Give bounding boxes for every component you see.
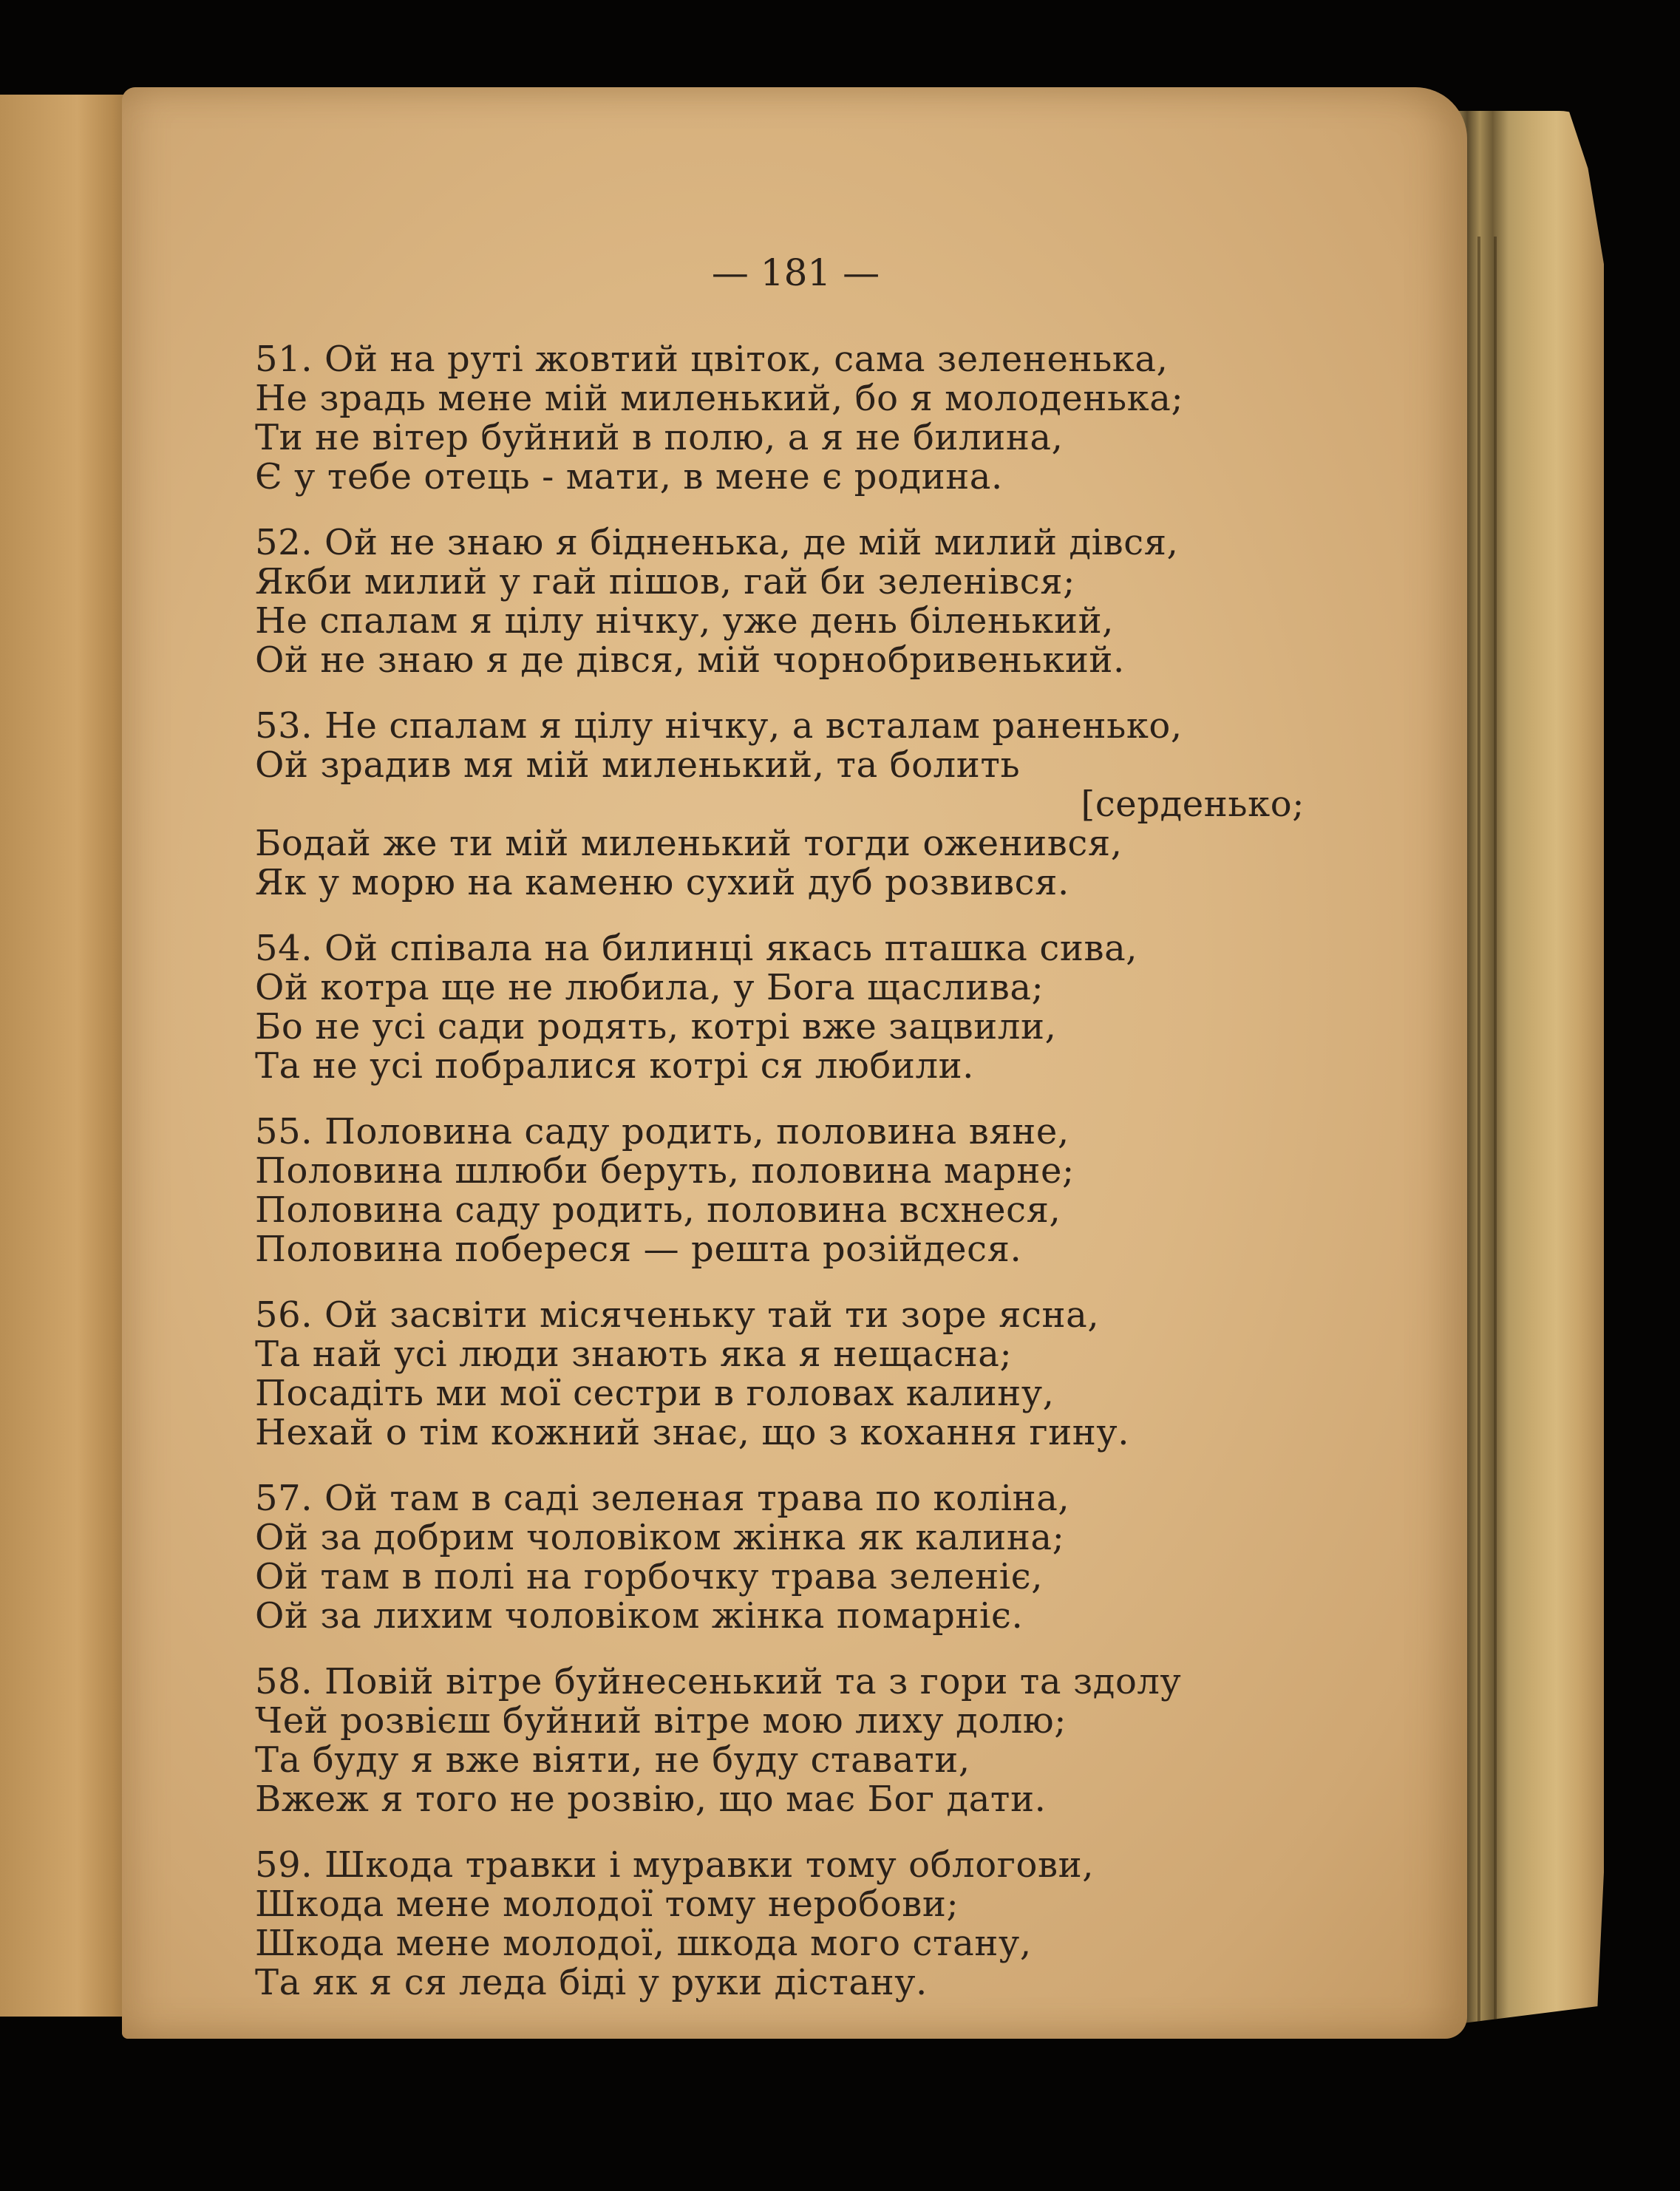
verse-line: Шкода мене молодої тому неробови;: [255, 1883, 959, 1925]
stanza-55: [255, 1113, 1305, 1269]
stanza-58: [255, 1662, 1305, 1819]
verse-line: Ой за лихим чоловіком жінка помарніє.: [255, 1595, 1024, 1637]
verse-line: Бодай же ти мій миленький тогди оженився,: [255, 823, 1123, 864]
verse-line: Ти не вітер буйний в полю, а я не билина,: [255, 417, 1064, 458]
verse-line: Та не усі побралися котрі ся любили.: [255, 1045, 975, 1087]
verse-line: Нехай о тім кожний знає, що з кохання гину.: [255, 1412, 1130, 1453]
verse-line: 55. Половина саду родить, половина вяне,: [255, 1111, 1069, 1152]
stanza-59: [255, 1846, 1305, 2003]
verse-line: Бо не усі сади родять, котрі вже зацвили,: [255, 1006, 1057, 1047]
verse-line: Якби милий у гай пішов, гай би зеленівся;: [255, 561, 1075, 602]
verse-line: 51. Ой на руті жовтий цвіток, сама зелененька,: [255, 339, 1169, 380]
stanza-51: [255, 340, 1305, 497]
stanza-57: [255, 1479, 1305, 1636]
poem-text: [255, 340, 1305, 2029]
verse-line: Посадіть ми мої сестри в головах калину,: [255, 1373, 1055, 1414]
verse-line: 54. Ой співала на билинці якась пташка сива,: [255, 928, 1138, 969]
verse-line: Вжеж я того не розвію, що має Бог дати.: [255, 1779, 1047, 1820]
verse-line: 58. Повій вітре буйнесенький та з гори та здолу: [255, 1661, 1182, 1702]
verse-line: Та най усі люди знають яка я нещасна;: [255, 1334, 1013, 1375]
verse-line: Ой там в полі на горбочку трава зеленіє,: [255, 1556, 1044, 1597]
verse-line: 53. Не спалам я цілу нічку, а всталам раненько,: [255, 705, 1183, 747]
page-number: [0, 251, 1680, 294]
verse-line-carryover: [серденько;: [1081, 784, 1305, 825]
verse-line: Ой за добрим чоловіком жінка як калина;: [255, 1517, 1065, 1558]
stanza-52: [255, 523, 1305, 680]
verse-line: Ой котра ще не любила, у Бога щаслива;: [255, 967, 1044, 1008]
verse-line: Половина побереся — решта розійдеся.: [255, 1229, 1022, 1270]
verse-line: Чей розвієш буйний вітре мою лиху долю;: [255, 1700, 1067, 1742]
verse-line: Як у морю на каменю сухий дуб розвився.: [255, 862, 1069, 903]
page-number-text: — 181 —: [711, 251, 880, 294]
stanza-53: [255, 707, 1305, 903]
left-page-edge: [0, 95, 140, 2017]
verse-line: 59. Шкода травки і муравки тому облогови,: [255, 1844, 1095, 1886]
verse-line: Не спалам я цілу нічку, уже день біленький,: [255, 600, 1115, 642]
verse-line: Не зрадь мене мій миленький, бо я молоденька;: [255, 378, 1184, 419]
stanza-56: [255, 1296, 1305, 1453]
verse-line: 52. Ой не знаю я бідненька, де мій милий дівся,: [255, 522, 1179, 563]
verse-line: Половина саду родить, половина всхнеся,: [255, 1189, 1061, 1231]
verse-line: Та буду я вже віяти, не буду ставати,: [255, 1739, 970, 1781]
verse-line: 57. Ой там в саді зеленая трава по коліна,: [255, 1478, 1070, 1519]
verse-line: Шкода мене молодої, шкода мого стану,: [255, 1923, 1032, 1964]
page-block-edges: [1445, 111, 1604, 2025]
verse-line: Є у тебе отець - мати, в мене є родина.: [255, 456, 1003, 497]
edge-line: [1494, 237, 1497, 2114]
edge-line: [1477, 237, 1480, 2114]
stanza-54: [255, 929, 1305, 1086]
verse-line: Та як я ся леда біді у руки дістану.: [255, 1962, 928, 2003]
verse-line: Ой зрадив мя мій миленький, та болить: [255, 744, 1021, 786]
verse-line: 56. Ой засвіти місяченьку тай ти зоре ясна,: [255, 1294, 1100, 1336]
verse-line: Ой не знаю я де дівся, мій чорнобривенький.: [255, 639, 1125, 681]
verse-line: Половина шлюби беруть, половина марне;: [255, 1150, 1075, 1192]
